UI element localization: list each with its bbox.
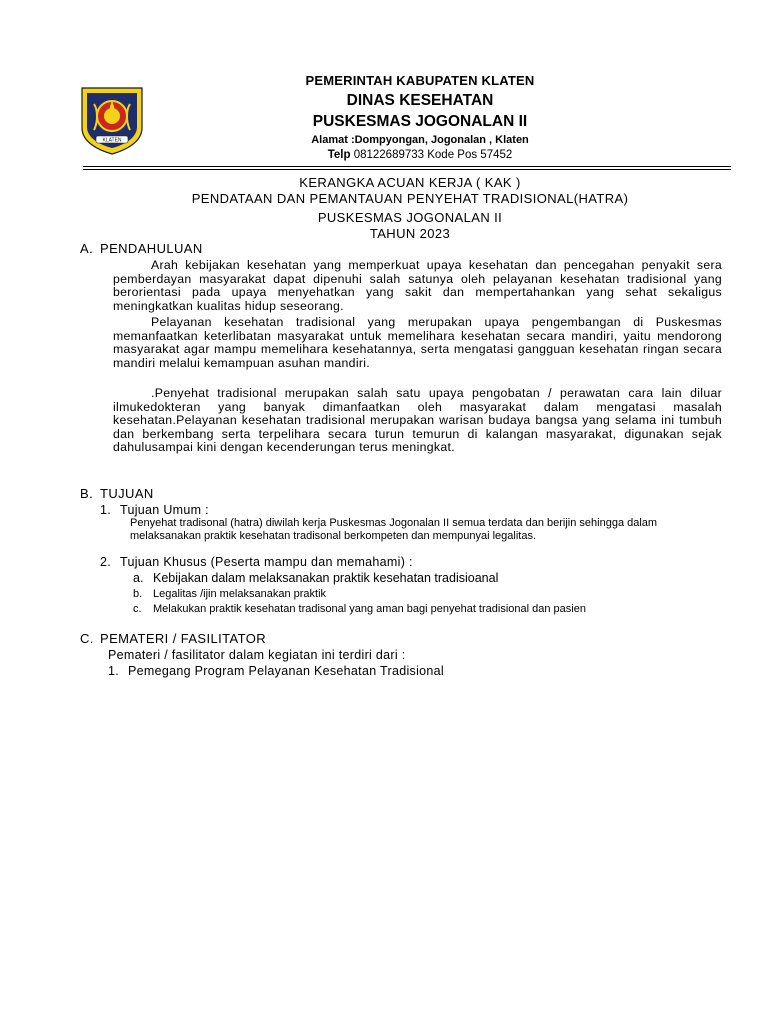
sub-item-text: Melakukan praktik kesehatan tradisonal yang aman bagi penyehat tradisional dan pasien bbox=[153, 603, 586, 615]
sub-item-mark: c. bbox=[133, 603, 142, 615]
letterhead bbox=[160, 72, 680, 163]
doc-title-activity: PENDATAAN DAN PEMANTAUAN PENYEHAT TRADISIONAL(HATRA) bbox=[191, 191, 629, 206]
letterhead-department: DINAS KESEHATAN bbox=[346, 92, 494, 109]
item-text: Pemegang Program Pelayanan Kesehatan Tradisional bbox=[128, 664, 444, 678]
section-c-intro: Pemateri / fasilitator dalam kegiatan ini terdiri dari : bbox=[108, 648, 406, 662]
doc-title-kak: KERANGKA ACUAN KERJA ( KAK ) bbox=[299, 175, 521, 190]
item-number: 2. bbox=[100, 555, 112, 569]
section-c-heading bbox=[80, 631, 266, 647]
sub-item-text: Kebijakan dalam melaksanakan praktik kesehatan tradisioanal bbox=[153, 571, 499, 585]
section-b-heading bbox=[80, 486, 154, 502]
tujuan-umum-text: Penyehat tradisonal (hatra) diwilah kerja Puskesmas Jogonalan II semua terdata dan berijin sehingga dalam melaksanakan praktik kesehatan tradisonal berkompeten dan mempunyai legalitas. bbox=[130, 517, 658, 542]
section-a-label: A. bbox=[80, 241, 94, 256]
letterhead-government: PEMERINTAH KABUPATEN KLATEN bbox=[305, 73, 535, 88]
tujuan-khusus-sub-b bbox=[133, 586, 326, 602]
item-number: 1. bbox=[108, 664, 120, 678]
section-a-title: PENDAHULUAN bbox=[100, 241, 203, 256]
item-label: Tujuan Umum : bbox=[120, 503, 209, 517]
phone-label: Telp bbox=[327, 149, 351, 161]
tujuan-khusus-sub-c bbox=[133, 601, 586, 617]
section-b-label: B. bbox=[80, 486, 94, 501]
sub-item-mark: a. bbox=[133, 571, 144, 585]
letterhead-rule-bottom bbox=[83, 169, 731, 170]
klaten-regency-crest-icon bbox=[76, 84, 148, 156]
section-a-paragraph-3 bbox=[113, 387, 722, 455]
pemateri-item bbox=[108, 663, 444, 679]
section-c-title: PEMATERI / FASILITATOR bbox=[100, 631, 267, 646]
letterhead-address: Alamat :Dompyongan, Jogonalan , Klaten bbox=[311, 134, 529, 146]
paragraph-text: .Penyehat tradisional merupakan salah satu upaya pengobatan / perawatan cara lain diluar ilmukedokteran yang banyak dimanfaatkan oleh masyarakat dalam mengatasi masalah kesehatan.Pelayanan kesehatan tradisional merupakan warisan budaya bangsa yang selama ini tumbuh dan berkembang serta terpelihara secara turun temurun di kalangan masyarakat, digunakan sejak dahulusampai kini dengan kecenderungan terus meningkat. bbox=[113, 386, 722, 454]
item-number: 1. bbox=[100, 503, 112, 517]
section-c-label: C. bbox=[80, 631, 94, 646]
sub-item-mark: b. bbox=[133, 588, 143, 600]
tujuan-khusus-sub-a bbox=[133, 570, 498, 586]
item-label: Tujuan Khusus (Peserta mampu dan memahami) : bbox=[120, 555, 413, 569]
letterhead-phone bbox=[160, 148, 680, 163]
phone-text: 08122689733 Kode Pos 57452 bbox=[350, 149, 513, 161]
section-b-title: TUJUAN bbox=[100, 486, 154, 501]
section-a-heading bbox=[80, 241, 203, 257]
logo-ribbon-text: KLATEN bbox=[102, 137, 122, 144]
section-a-paragraph-2 bbox=[113, 316, 722, 370]
tujuan-khusus-item bbox=[100, 554, 413, 570]
doc-title-puskesmas: PUSKESMAS JOGONALAN II bbox=[317, 210, 503, 225]
letterhead-puskesmas: PUSKESMAS JOGONALAN II bbox=[312, 113, 528, 130]
section-a-paragraph-1 bbox=[113, 259, 722, 313]
doc-title-year: TAHUN 2023 bbox=[369, 226, 451, 241]
sub-item-text: Legalitas /ijin melaksanakan praktik bbox=[153, 588, 327, 600]
paragraph-text: Pelayanan kesehatan tradisional yang merupakan upaya pengembangan di Puskesmas memanfaatkan keterlibatan masyarakat untuk memelihara kesehatan secara mandiri, yaitu mendorong masyarakat agar mampu memelihara kesehatannya, serta mengatasi gangguan kesehatan ringan secara mandiri melalui kemampuan asuhan mandiri. bbox=[113, 315, 722, 370]
letterhead-rule-top bbox=[83, 166, 731, 167]
paragraph-text: Arah kebijakan kesehatan yang memperkuat upaya kesehatan dan pencegahan penyakit sera pemberdayan masyarakat dapat dipenuhi salah satunya oleh pelayanan kesehatan tradisional yang berorientasi pada upaya menyehatkan yang sakit dan mempertahankan yang sehat sekaligus meningkatkan kualitas hidup seseorang. bbox=[113, 258, 722, 313]
tujuan-umum-item bbox=[100, 502, 209, 518]
